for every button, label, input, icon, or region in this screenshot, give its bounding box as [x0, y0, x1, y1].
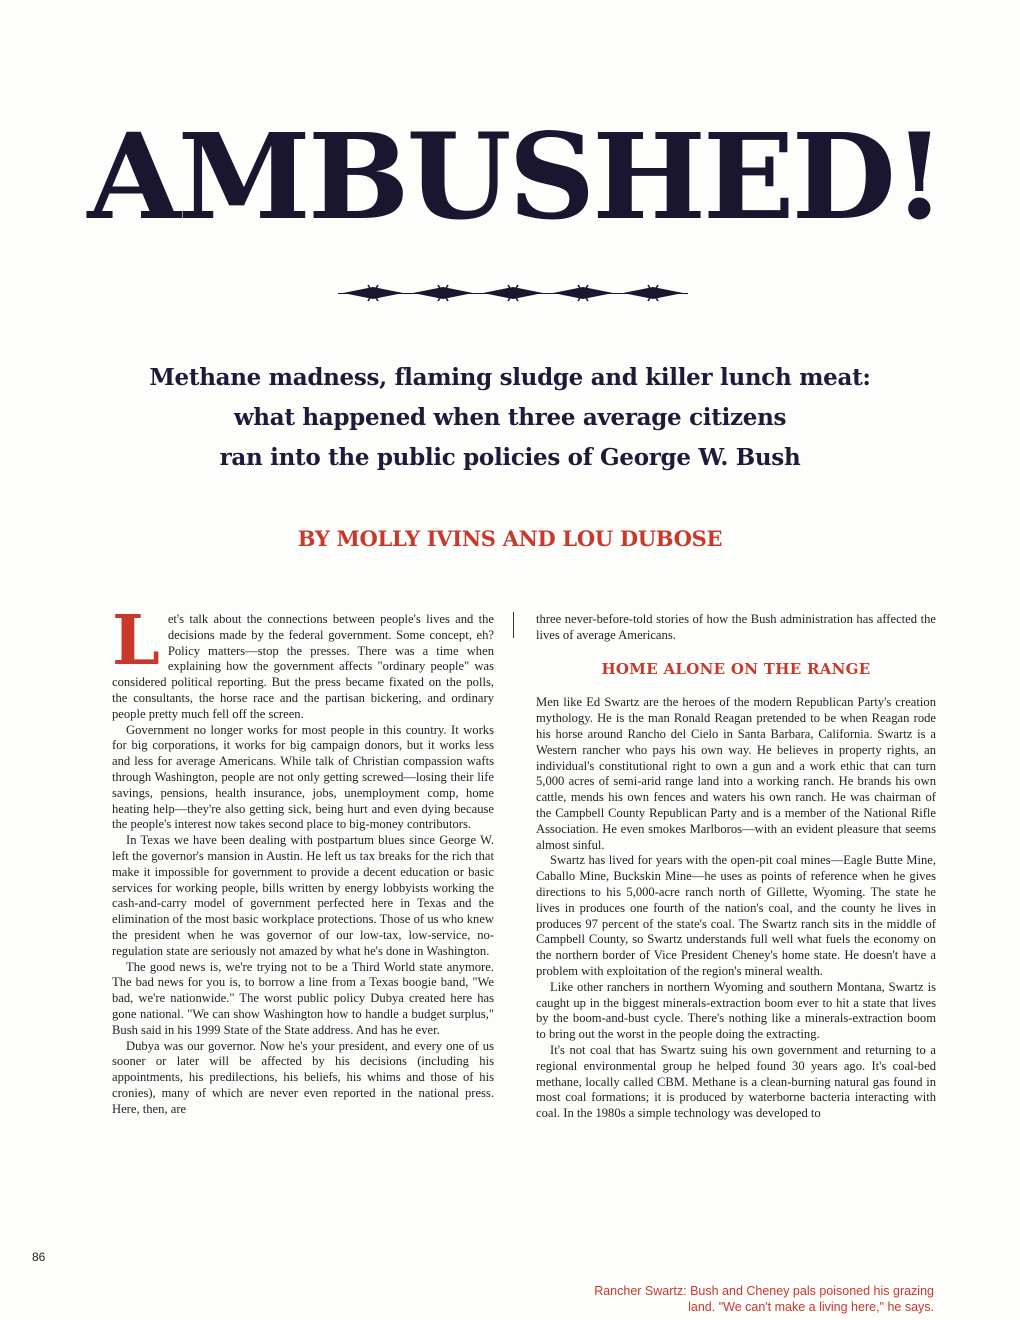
photo-caption [520, 1283, 934, 1315]
drop-cap: L [112, 601, 160, 681]
byline: BY MOLLY IVINS AND LOU DUBOSE [297, 526, 723, 551]
paragraph: Like other ranchers in northern Wyoming and southern Montana, Swartz is caught up in the biggest minerals-extraction boom ever to hit a state that lives by the boom-and-bust cycle. There's nothing like a minerals-extraction boom to bring out the worst in the people doing the extracting. [536, 979, 936, 1042]
page-number: 86 [32, 1250, 46, 1264]
paragraph: Dubya was our governor. Now he's your president, and every one of us sooner or later will be affected by his decisions (including his appointments, his predilections, his beliefs, his whims and those of his cronies), many of which are never even reported in the national press. Here, then, are [112, 1038, 494, 1116]
barbed-wire-ornament [338, 282, 688, 304]
left-column [112, 601, 494, 1118]
paragraph [112, 601, 494, 723]
paragraph-text: et's talk about the connections between people's lives and the decisions made by the federal government. Some concept, eh? Policy matters—stop the presses. There was a time when explaining how the government affects "ordinary people" was considered political reporting. But the press became fixated on the polls, the consultants, the horse race and the partisan bickering, and ordinary people pretty much fell off the screen. [112, 612, 494, 721]
subheadline [100, 358, 920, 478]
paragraph: Government no longer works for most people in this country. It works for big corporations, it works for big campaign donors, but it works less and less for average Americans. While talk of Christian compassion wafts through Washington, people are not only getting screwed—losing their life savings, pensions, health insurance, jobs, unemployment comp, home heating help—they're also getting sick, being hurt and even dying because the people's interest now takes second place to big-money contributors. [112, 722, 494, 832]
paragraph: In Texas we have been dealing with postpartum blues since George W. left the governor's mansion in Austin. He left us tax breaks for the rich that make it impossible for government to provide a decent education or basic services for working people, bills written by energy lobbyists working the cash-and-carry model of government perfected here in Texas and the elimination of the most basic workplace protections. Those of us who knew the president when he was governor of our low-tax, low-service, no-regulation state are seriously not amazed by what he's done in Washington. [112, 833, 494, 958]
headline: AMBUSHED! [87, 107, 943, 246]
column-rule [513, 612, 514, 638]
subhead-line-1: Methane madness, flaming sludge and killer lunch meat: [149, 364, 871, 391]
subhead-line-2: what happened when three average citizens [233, 404, 787, 431]
paragraph: three never-before-told stories of how the Bush administration has affected the lives of average Americans. [536, 612, 936, 642]
caption-line-1: Rancher Swartz: Bush and Cheney pals poisoned his grazing [594, 1284, 934, 1298]
section-heading: HOME ALONE ON THE RANGE [601, 659, 871, 678]
right-column [536, 612, 936, 1122]
paragraph: Men like Ed Swartz are the heroes of the modern Republican Party's creation mythology. He is the man Ronald Reagan pretended to be when Reagan rode his horse around Rancho del Cielo in Santa Barbara, California. Swartz is a Western rancher who pays his own way. He believes in property rights, an individual's constitutional right to own a gun and a work ethic that can turn 5,000 acres of semi-arid range land into a working ranch. He brands his own cattle, mends his own fences and waters his own ranch. He was chairman of the Campbell County Republican Party and is a member of the National Rifle Association. He even smokes Marlboros—with an evident pleasure that seems almost sinful. [536, 695, 936, 852]
subhead-line-3: ran into the public policies of George W. Bush [219, 444, 801, 471]
paragraph: The good news is, we're trying not to be a Third World state anymore. The bad news for you is, to borrow a line from a Texas boogie band, "We bad, we're nationwide." The worst public policy Dubya created here has gone national. "We can show Washington how to handle a budget surplus," Bush said in his 1999 State of the State address. And has he ever. [112, 959, 494, 1037]
paragraph: It's not coal that has Swartz suing his own government and returning to a regional environmental group he helped found 30 years ago. It's coal-bed methane, locally called CBM. Methane is a clean-burning natural gas found in most coal formations; it is produced by waterborne bacteria interacting with coal. In the 1980s a simple technology was developed to [536, 1042, 936, 1121]
caption-line-2: land. "We can't make a living here," he says. [688, 1300, 934, 1314]
paragraph: Swartz has lived for years with the open-pit coal mines—Eagle Butte Mine, Caballo Mine, Buckskin Mine—he uses as points of reference when he gives directions to his 5,000-acre ranch north of Gillette, Wyoming. The state he lives in produces one fourth of the nation's coal, and the county he lives in produces 97 percent of the state's coal. The Swartz ranch sits in the middle of Campbell County, so Swartz understands full well what fuels the economy on the northern border of Vice President Cheney's home state. He doesn't have a problem with exploitation of the region's mineral wealth. [536, 853, 936, 978]
